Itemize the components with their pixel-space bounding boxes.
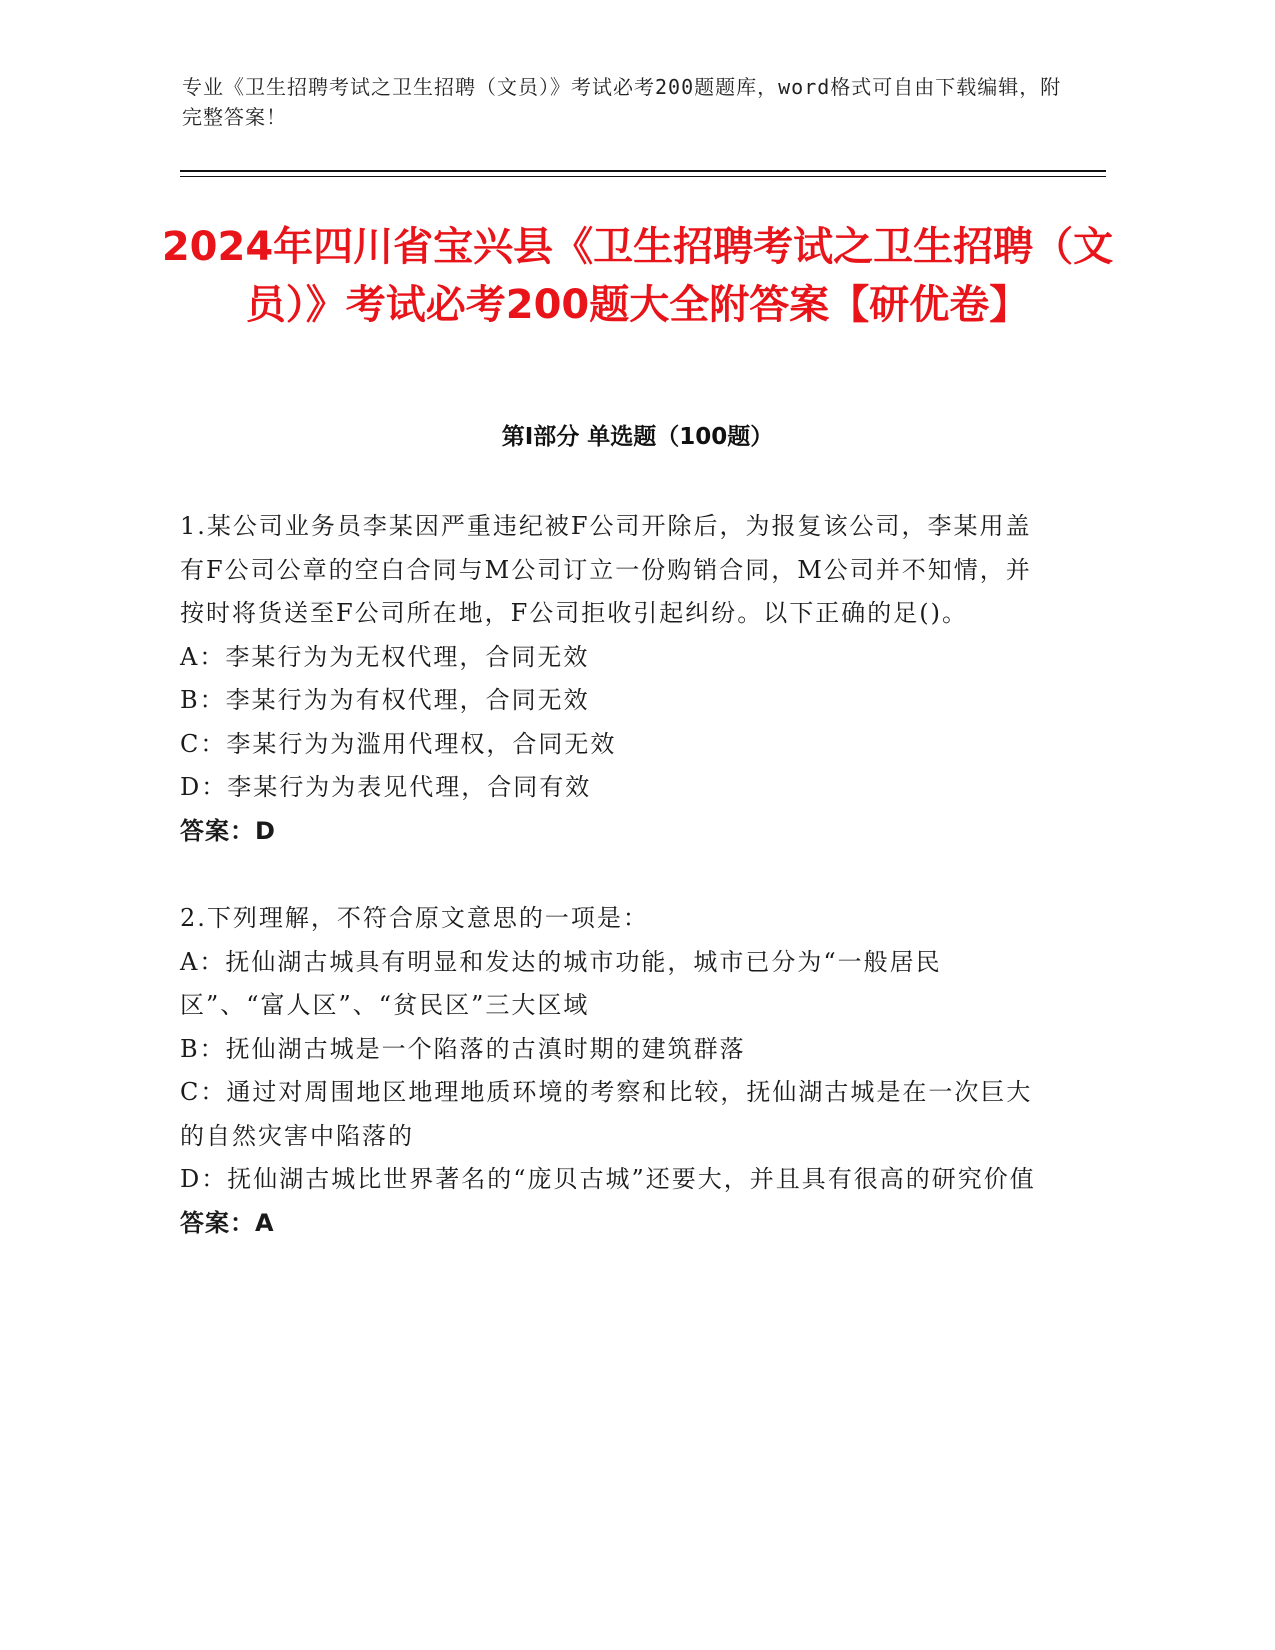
option-b: B：李某行为为有权代理，合同无效: [180, 686, 590, 714]
question-2: [180, 897, 1040, 1245]
answer: 答案：D: [180, 816, 276, 845]
option-a: A：李某行为为无权代理，合同无效: [180, 642, 590, 671]
option-d: D：李某行为为表见代理，合同有效: [180, 773, 592, 801]
question-stem: 1.某公司业务员李某因严重违纪被F公司开除后，为报复该公司，李某用盖有F公司公章的空白合同与M公司订立一份购销合同，M公司并不知情，并按时将货送至F公司所在地，F公司拒收引起纠纷。以下正确的足()。: [180, 512, 1032, 627]
document-title: 2024年四川省宝兴县《卫生招聘考试之卫生招聘（文员）》考试必考200题大全附答案【研优卷】: [161, 224, 1114, 328]
section-title: 第I部分 单选题（100题）: [501, 424, 774, 450]
header-divider-thick: [180, 170, 1106, 172]
answer: 答案：A: [180, 1208, 275, 1237]
option-c: C：李某行为为滥用代理权，合同无效: [180, 729, 617, 758]
question-list: [180, 505, 1040, 1289]
option-a: A：抚仙湖古城具有明显和发达的城市功能，城市已分为“一般居民区”、“富人区”、“贫民区”三大区域: [180, 947, 942, 1019]
option-b: B：抚仙湖古城是一个陷落的古滇时期的建筑群落: [180, 1034, 746, 1063]
header-note: 专业《卫生招聘考试之卫生招聘（文员）》考试必考200题题库，word格式可自由下载编辑，附完整答案！: [182, 75, 1062, 129]
header-divider-thin: [180, 176, 1106, 177]
question-1: [180, 505, 1040, 853]
option-c: C：通过对周围地区地理地质环境的考察和比较，抚仙湖古城是在一次巨大的自然灾害中陷落的: [180, 1078, 1033, 1150]
option-d: D：抚仙湖古城比世界著名的“庞贝古城”还要大，并且具有很高的研究价值: [180, 1165, 1036, 1193]
question-stem: 2.下列理解，不符合原文意思的一项是：: [180, 904, 649, 932]
